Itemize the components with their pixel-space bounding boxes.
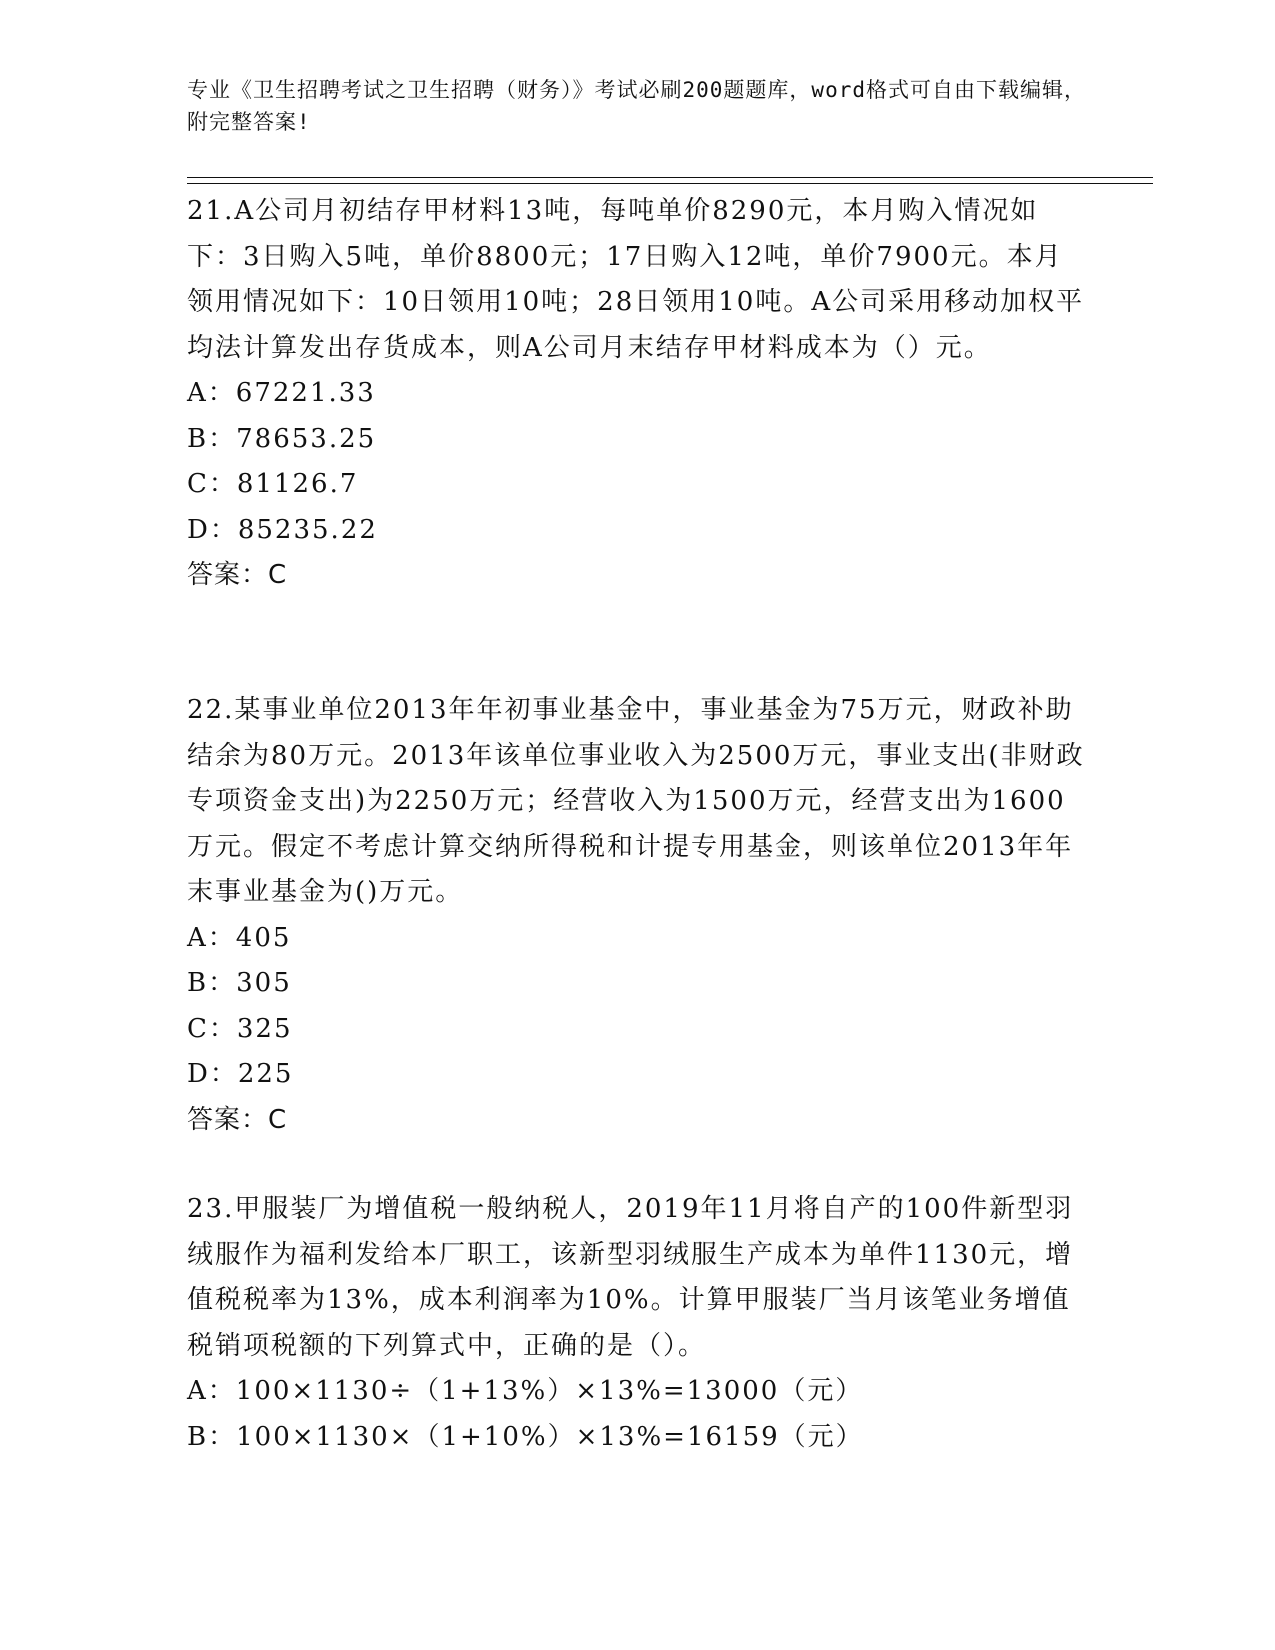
option-a: A：67221.33 [187, 378, 376, 408]
question-stem: 22.某事业单位2013年年初事业基金中，事业基金为75万元，财政补助结余为80万元。2013年该单位事业收入为2500万元，事业支出(非财政专项资金支出)为2250万元；经营收入为1500万元，经营支出为1600万元。假定不考虑计算交纳所得税和计提专用基金，则该单位2013年年末事业基金为()万元。 [187, 695, 1085, 907]
option-c: C：325 [187, 1013, 293, 1044]
answer-line: 答案：C [187, 1104, 288, 1135]
question-22 [187, 688, 1087, 1143]
option-a: A：405 [187, 922, 292, 953]
question-21 [187, 189, 1087, 599]
option-b: B：305 [187, 968, 292, 998]
option-b: B：100×1130×（1+10%）×13%=16159（元） [187, 1421, 864, 1452]
question-stem: 23.甲服装厂为增值税一般纳税人，2019年11月将自产的100件新型羽绒服作为福利发给本厂职工，该新型羽绒服生产成本为单件1130元，增值税税率为13%，成本利润率为10%。计算甲服装厂当月该笔业务增值税销项税额的下列算式中，正确的是（）。 [187, 1194, 1074, 1361]
option-d: D：225 [187, 1059, 294, 1089]
question-23 [187, 1187, 1087, 1460]
header-divider-top [187, 177, 1153, 178]
answer-line: 答案：C [187, 560, 288, 590]
option-d: D：85235.22 [187, 514, 378, 545]
option-b: B：78653.25 [187, 423, 377, 454]
document-header: 专业《卫生招聘考试之卫生招聘（财务）》考试必刷200题题库，word格式可自由下载编辑，附完整答案! [187, 78, 1086, 134]
header-divider-bottom [187, 183, 1153, 184]
option-a: A：100×1130÷（1+13%）×13%=13000（元） [187, 1376, 864, 1406]
question-stem: 21.A公司月初结存甲材料13吨，每吨单价8290元，本月购入情况如下：3日购入5吨，单价8800元；17日购入12吨，单价7900元。本月领用情况如下：10日领用10吨；28日领用10吨。A公司采用移动加权平均法计算发出存货成本，则A公司月末结存甲材料成本为（）元。 [187, 196, 1085, 363]
option-c: C：81126.7 [187, 469, 359, 499]
